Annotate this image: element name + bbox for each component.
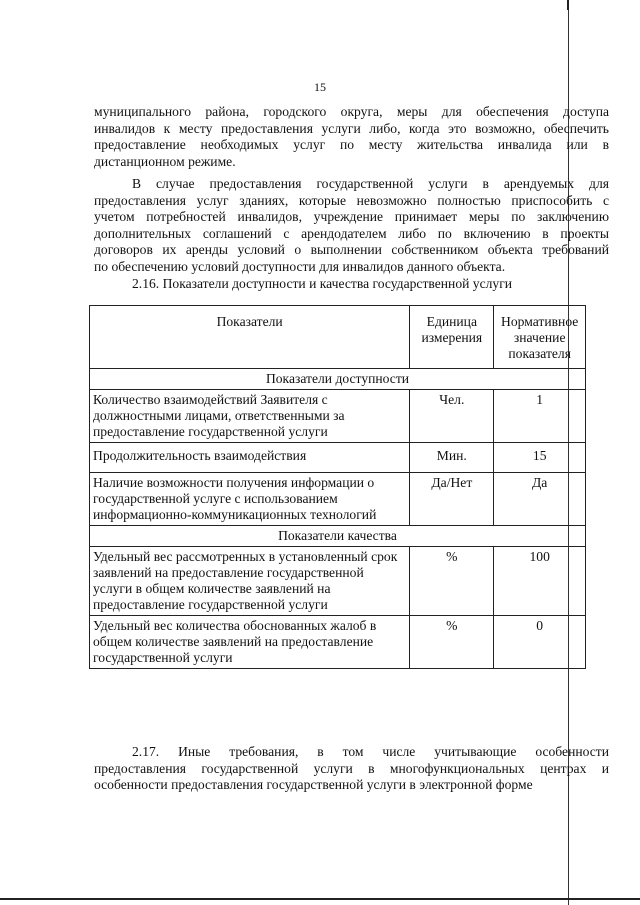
table-row bbox=[90, 443, 586, 473]
table-header-row bbox=[90, 306, 586, 369]
text-line: предоставления услуг зданиях, которые невозможно полностью приспособить с bbox=[94, 192, 609, 208]
table-row bbox=[90, 473, 586, 526]
indicators-table bbox=[89, 305, 586, 669]
indicator-name: Количество взаимодействий Заявителя с должностными лицами, ответственными за предоставление государственной услуги bbox=[90, 390, 410, 443]
indicator-value: 100 bbox=[494, 547, 586, 616]
scan-mark bbox=[567, 0, 569, 10]
text-line: предоставления государственной услуги в многофункциональных центрах и bbox=[94, 760, 609, 776]
indicator-value: 0 bbox=[494, 616, 586, 669]
text-line: В случае предоставления государственной услуги в арендуемых для bbox=[132, 176, 609, 191]
table-row bbox=[90, 547, 586, 616]
text-line: особенности предоставления государственной услуги в электронной форме bbox=[94, 777, 533, 792]
section-heading-2-16 bbox=[94, 276, 609, 293]
section-heading: 2.16. Показатели доступности и качества государственной услуги bbox=[132, 276, 513, 291]
text-line: по обеспечению условий доступности для инвалидов данного объекта. bbox=[94, 258, 506, 274]
page-number: 15 bbox=[314, 80, 326, 94]
indicator-name: Удельный вес количества обоснованных жалоб в общем количестве заявлений на предоставление государственной услуги bbox=[90, 616, 410, 669]
text-line: предоставление необходимых услуг по месту жительства инвалида или в bbox=[94, 137, 609, 152]
paragraph-rented-buildings bbox=[94, 176, 609, 275]
text-line: инвалидов к месту предоставления услуги либо, когда это возможно, обеспечить bbox=[94, 120, 609, 136]
indicator-unit: % bbox=[410, 547, 494, 616]
table-section-row bbox=[90, 369, 586, 390]
indicator-name: Удельный вес рассмотренных в установленный срок заявлений на предоставление государственной услуги в общем количестве заявлений на предоставление государственной услуги bbox=[90, 547, 410, 616]
table-section-row bbox=[90, 526, 586, 547]
header-unit: Единица измерения bbox=[410, 306, 494, 369]
text-line: учетом потребностей инвалидов, учреждение принимает меры по заключению bbox=[94, 209, 609, 224]
indicator-unit: Да/Нет bbox=[410, 473, 494, 526]
table-row bbox=[90, 616, 586, 669]
indicator-value: 15 bbox=[494, 443, 586, 473]
indicator-name: Продолжительность взаимодействия bbox=[90, 443, 410, 473]
text-line: дистанционном режиме. bbox=[94, 153, 236, 169]
section-title: Показатели качества bbox=[90, 526, 586, 547]
indicator-name: Наличие возможности получения информации о государственной услуге с использованием информационно-коммуникационных технологий bbox=[90, 473, 410, 526]
scan-bottom-edge bbox=[0, 898, 640, 900]
paragraph-accessibility-measures bbox=[94, 104, 609, 170]
paragraph-2-17 bbox=[94, 744, 609, 794]
text-line: дополнительных соглашений с арендодателем либо по включению в проекты bbox=[94, 225, 609, 241]
header-indicators: Показатели bbox=[90, 306, 410, 369]
text-line: муниципального района, городского округа, меры для обеспечения доступа bbox=[94, 104, 609, 119]
header-norm-value: Нормативное значение показателя bbox=[494, 306, 586, 369]
section-title: Показатели доступности bbox=[90, 369, 586, 390]
indicator-value: 1 bbox=[494, 390, 586, 443]
indicator-unit: Мин. bbox=[410, 443, 494, 473]
indicator-unit: Чел. bbox=[410, 390, 494, 443]
table-row bbox=[90, 390, 586, 443]
indicator-unit: % bbox=[410, 616, 494, 669]
text-line: договоров их аренды условий о выполнении собственником объекта требований bbox=[94, 242, 609, 257]
indicator-value: Да bbox=[494, 473, 586, 526]
text-line: 2.17. Иные требования, в том числе учитывающие особенности bbox=[132, 744, 609, 759]
